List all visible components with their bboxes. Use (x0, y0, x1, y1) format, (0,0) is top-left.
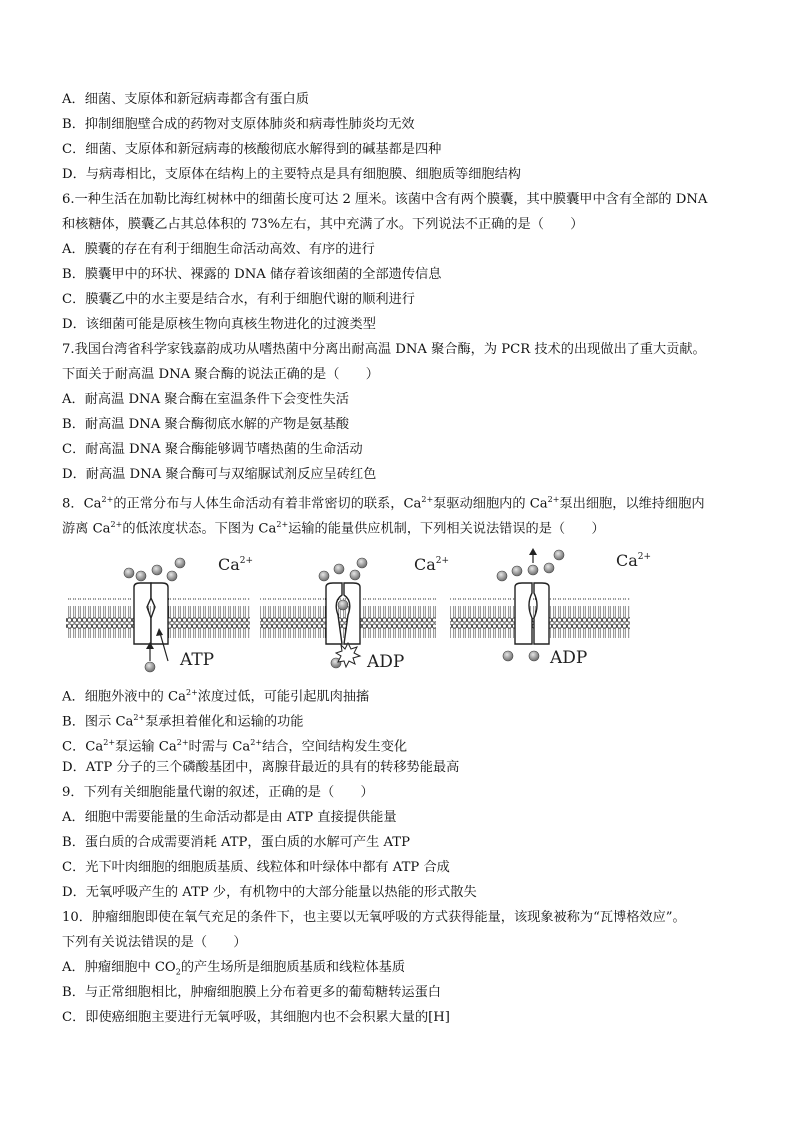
q7-option-d: D．耐高温 DNA 聚合酶可与双缩脲试剂反应呈砖红色 (62, 467, 377, 482)
ca-pump-figure (62, 543, 734, 673)
calcium-ion (136, 571, 146, 581)
calcium-ion (512, 566, 522, 576)
calcium-ion (167, 571, 177, 581)
calcium-ion (544, 563, 554, 573)
calcium-ion (529, 651, 539, 661)
q7-option-a: A．耐高温 DNA 聚合酶在室温条件下会变性失活 (62, 392, 349, 407)
calcium-ion (319, 571, 329, 581)
q6-option-b: B．膜囊甲中的环状、裸露的 DNA 储存着该细菌的全部遗传信息 (62, 267, 442, 282)
q6-stem-line2: 和核糖体，膜囊乙占其总体积的 73%左右，其中充满了水。下列说法不正确的是（ ） (62, 217, 584, 232)
arrow-icon (529, 548, 537, 555)
q9-option-c: C．光下叶肉细胞的细胞质基质、线粒体和叶绿体中都有 ATP 合成 (62, 860, 450, 875)
q10-option-c: C．即使癌细胞主要进行无氧呼吸，其细胞内也不会积累大量的[H] (62, 1010, 450, 1025)
calcium-ion (497, 571, 507, 581)
q7-option-b: B．耐高温 DNA 聚合酶彻底水解的产物是氨基酸 (62, 417, 350, 432)
q8-option-d: D．ATP 分子的三个磷酸基团中，离腺苷最近的具有的转移势能最高 (62, 760, 460, 775)
q6-option-a: A．膜囊的存在有利于细胞生命活动高效、有序的进行 (62, 242, 375, 257)
calcium-ion (528, 565, 538, 575)
calcium-ion (334, 564, 344, 574)
calcium-ion (554, 550, 564, 560)
calcium-ion (350, 570, 360, 580)
q6-option-c: C．膜囊乙中的水主要是结合水，有利于细胞代谢的顺利进行 (62, 292, 415, 307)
q9-option-a: A．细胞中需要能量的生命活动都是由 ATP 直接提供能量 (62, 810, 397, 825)
calcium-ion (124, 568, 134, 578)
q5-option-d: D．与病毒相比，支原体在结构上的主要特点是具有细胞膜、细胞质等细胞结构 (62, 167, 521, 182)
q8-option-c: C．$Ca^{2+}$泵运输 $Ca^{2+}$时需与 $Ca^{2+}$结合，空间结构发生变化 (62, 738, 408, 755)
q8-option-b: B．图示 $Ca^{2+}$泵承担着催化和运输的功能 (62, 713, 304, 730)
pump-subunit-left (134, 583, 151, 644)
q9-option-d: D．无氧呼吸产生的 ATP 少，有机物中的大部分能量以热能的形式散失 (62, 885, 477, 900)
calcium-label: $Ca^{2+}$ (414, 555, 450, 574)
q9-option-b: B．蛋白质的合成需要消耗 ATP，蛋白质的水解可产生 ATP (62, 835, 410, 850)
q8-option-a: A．细胞外液中的 $Ca^{2+}$浓度过低，可能引起肌肉抽搐 (62, 688, 370, 705)
q5-option-b: B．抑制细胞壁合成的药物对支原体肺炎和病毒性肺炎均无效 (62, 117, 415, 132)
q10-stem-line1: 10．肿瘤细胞即使在氧气充足的条件下，也主要以无氧呼吸的方式获得能量，该现象被称为“瓦博格效应”。 (62, 910, 686, 925)
calcium-label: $Ca^{2+}$ (616, 551, 652, 570)
adp-label: ADP (367, 652, 405, 672)
q6-stem-line1: 6.一种生活在加勒比海红树林中的细菌长度可达 2 厘米。该菌中含有两个膜囊，其中膜囊甲中含有全部的 DNA (62, 192, 708, 207)
q10-option-a: A．肿瘤细胞中 $CO_2$的产生场所是细胞质基质和线粒体基质 (62, 960, 406, 977)
q10-option-b: B．与正常细胞相比，肿瘤细胞膜上分布着更多的葡萄糖转运蛋白 (62, 985, 441, 1000)
q6-option-d: D．该细菌可能是原核生物向真核生物进化的过渡类型 (62, 317, 376, 332)
calcium-ion (503, 651, 513, 661)
calcium-ion (152, 565, 162, 575)
q8-stem-line1: 8．$Ca^{2+}$的正常分布与人体生命活动有着非常密切的联系，$Ca^{2+}$泵驱动细胞内的 $Ca^{2+}$泵出细胞，以维持细胞内 (62, 495, 705, 512)
pump-subunit-right (534, 583, 549, 644)
q8-stem-line2: 游离 $Ca^{2+}$的低浓度状态。下图为 $Ca^{2+}$运输的能量供应机制，下列相关说法错误的是（ ） (62, 520, 605, 537)
calcium-ion (338, 600, 348, 610)
q7-stem-line1: 7.我国台湾省科学家钱嘉韵成功从嗜热菌中分离出耐高温 DNA 聚合酶，为 PCR 技术的出现做出了重大贡献。 (62, 342, 706, 357)
q10-stem-line2: 下列有关说法错误的是（ ） (62, 935, 247, 950)
q5-option-a: A．细菌、支原体和新冠病毒都含有蛋白质 (62, 92, 309, 107)
membrane-panel-1 (66, 555, 253, 672)
atp-label: ATP (180, 650, 215, 670)
adp-label: ADP (550, 648, 588, 668)
calcium-ion (145, 662, 155, 672)
membrane-panel-2 (260, 555, 449, 672)
calcium-label: $Ca^{2+}$ (218, 555, 254, 574)
calcium-ion (357, 558, 367, 568)
calcium-ion (175, 558, 185, 568)
membrane-panel-3 (450, 548, 651, 668)
pump-subunit-left (515, 583, 532, 644)
q9-stem: 9．下列有关细胞能量代谢的叙述，正确的是（ ） (62, 785, 374, 800)
q7-option-c: C．耐高温 DNA 聚合酶能够调节嗜热菌的生命活动 (62, 442, 363, 457)
q5-option-c: C．细菌、支原体和新冠病毒的核酸彻底水解得到的碱基都是四种 (62, 142, 442, 157)
q7-stem-line2: 下面关于耐高温 DNA 聚合酶的说法正确的是（ ） (62, 367, 379, 382)
